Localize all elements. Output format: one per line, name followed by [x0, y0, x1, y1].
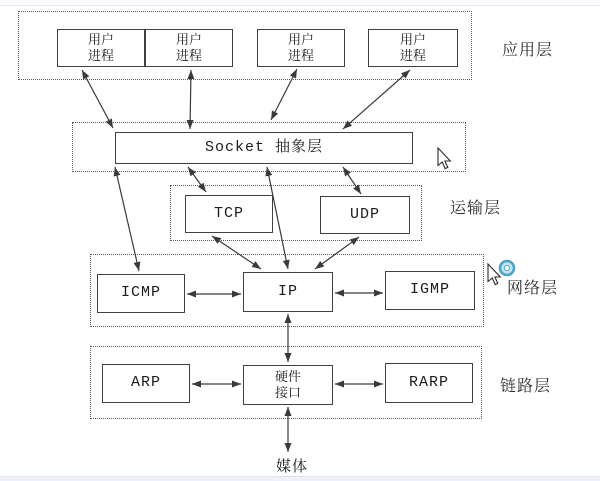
- user-process-4-label-line1: 用户: [399, 31, 426, 47]
- hardware-interface-label-line2: 接口: [274, 385, 301, 400]
- application-layer-label: 应用层: [502, 42, 554, 59]
- node-user-process-1: [57, 29, 145, 67]
- top-edge-strip: [0, 0, 600, 6]
- udp-label: UDP: [349, 205, 380, 223]
- node-icmp: [97, 274, 185, 313]
- tcp-label: TCP: [213, 204, 244, 222]
- node-tcp: [185, 195, 273, 233]
- link-layer-label: 链路层: [500, 378, 552, 395]
- node-socket-abstraction-layer: [115, 132, 413, 164]
- cursor-arrow-shape: [488, 264, 500, 285]
- node-rarp: [385, 363, 473, 403]
- cursor-blue-ring-icon: [500, 261, 514, 275]
- node-user-process-3: [257, 29, 345, 67]
- node-arp: [102, 364, 190, 403]
- node-igmp: [385, 271, 475, 310]
- user-process-1-label-line1: 用户: [87, 31, 114, 47]
- node-user-process-4: [368, 29, 458, 67]
- igmp-label: IGMP: [409, 281, 450, 299]
- node-hardware-interface: [243, 365, 333, 405]
- network-layer-label: 网络层: [507, 280, 559, 297]
- user-process-4-label-line2: 进程: [399, 48, 426, 63]
- hardware-interface-label-line1: 硬件: [274, 368, 301, 384]
- rarp-label: RARP: [408, 373, 449, 391]
- node-user-process-2: [145, 29, 233, 67]
- user-process-2-label-line1: 用户: [175, 31, 202, 47]
- cursor-blue-ring-hole: [504, 265, 509, 270]
- user-process-2-label-line2: 进程: [175, 48, 202, 63]
- user-process-3-label-line1: 用户: [287, 31, 314, 47]
- icmp-label: ICMP: [120, 284, 161, 302]
- socket-abstraction-layer-label: Socket 抽象层: [204, 138, 323, 156]
- user-process-1-label-line2: 进程: [87, 48, 114, 63]
- node-udp: [320, 196, 410, 234]
- user-process-3-label-line2: 进程: [287, 48, 314, 63]
- transport-layer-label: 运输层: [450, 200, 502, 217]
- node-ip: [243, 272, 333, 312]
- media-label: 媒体: [276, 458, 309, 475]
- arp-label: ARP: [130, 374, 161, 392]
- bottom-edge-strip: [0, 476, 600, 481]
- ip-label: IP: [277, 282, 298, 300]
